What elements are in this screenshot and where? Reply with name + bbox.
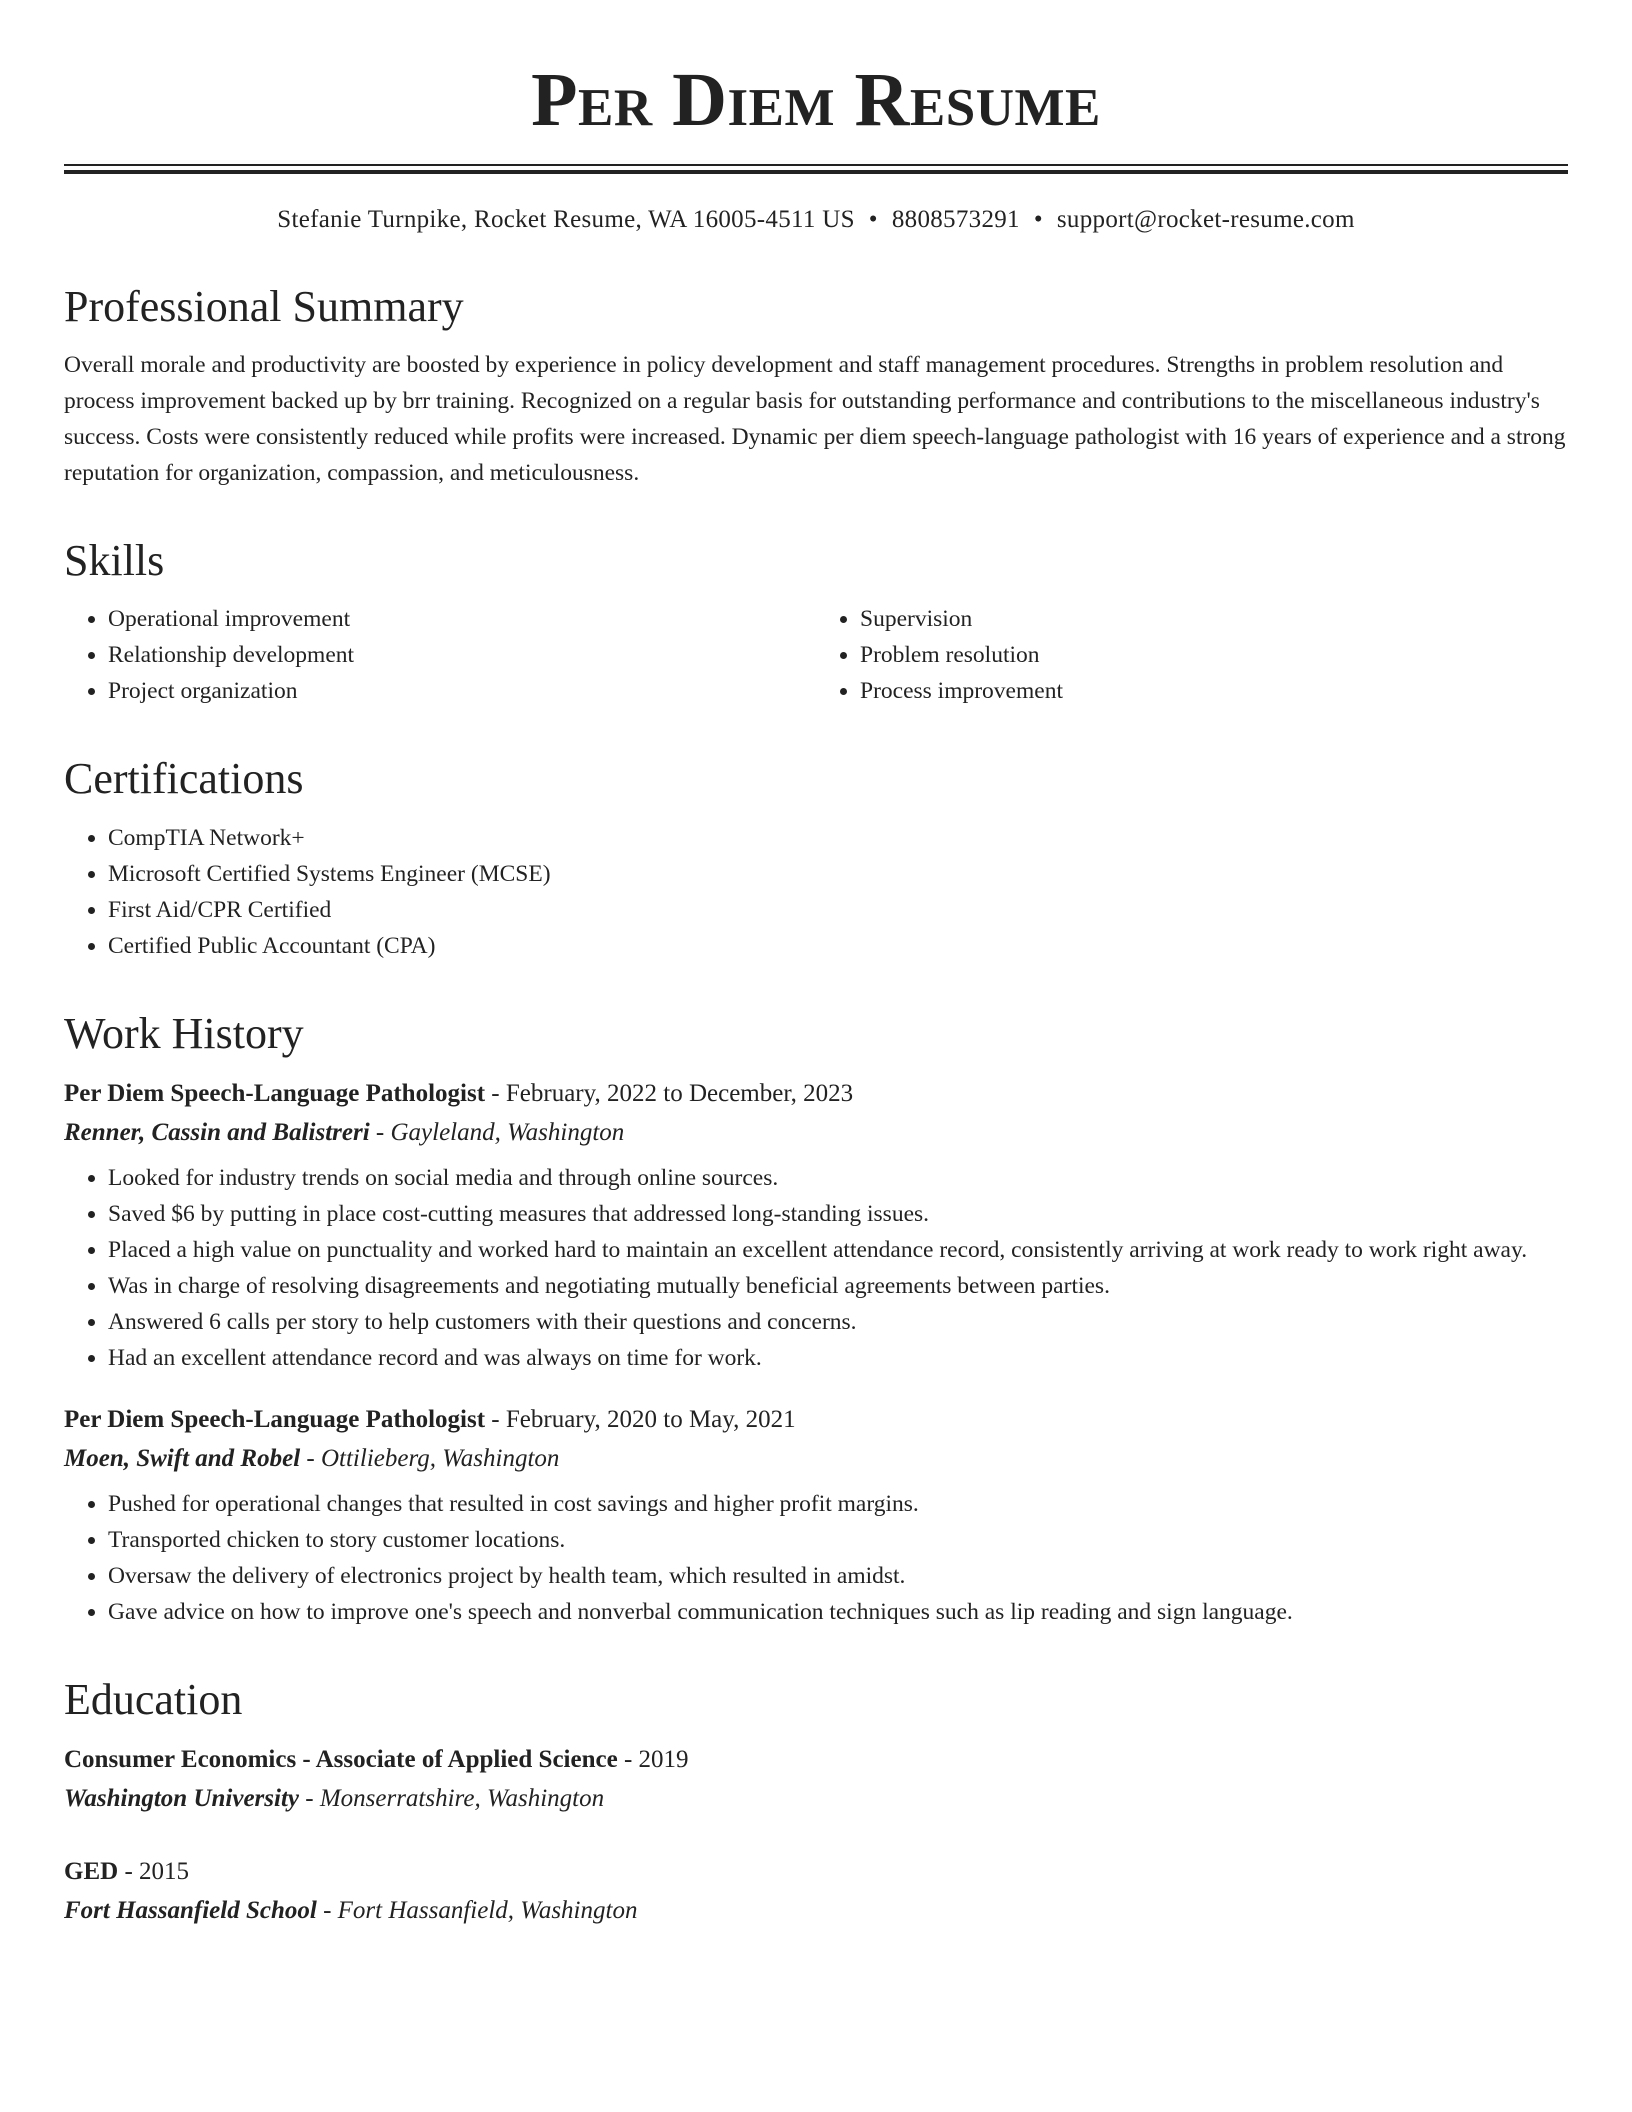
- job-title: Per Diem Speech-Language Pathologist: [64, 1406, 486, 1434]
- skills-list-left: [64, 601, 816, 709]
- job-bullet: • Pushed for operational changes that resulted in cost savings and higher profit margins.: [108, 1486, 1568, 1522]
- job-company: Renner, Cassin and Balistreri: [64, 1119, 370, 1147]
- skill-item: • Problem resolution: [860, 637, 1568, 673]
- certifications-section: [64, 755, 1568, 963]
- skills-heading: Skills: [64, 535, 165, 585]
- skills-grid: [64, 601, 1568, 709]
- graduation-year: 2019: [638, 1746, 689, 1774]
- certification-item: • First Aid/CPR Certified: [108, 892, 1568, 928]
- job-title-line: Per Diem Speech-Language Pathologist - February, 2020 to May, 2021: [64, 1406, 796, 1434]
- graduation-year: 2015: [139, 1858, 190, 1886]
- certifications-list: [64, 820, 1568, 964]
- degree-line: Consumer Economics - Associate of Applied Science - 2019: [64, 1746, 689, 1774]
- job-entry: [64, 1400, 1568, 1630]
- summary-section: [64, 283, 1568, 491]
- resume-title: Per Diem Resume: [531, 58, 1101, 142]
- skills-section: [64, 537, 1568, 709]
- job-bullet: • Saved $6 by putting in place cost-cutting measures that addressed long-standing issues.: [108, 1196, 1568, 1232]
- job-company-line: Moen, Swift and Robel - Ottilieberg, Washington: [64, 1445, 560, 1473]
- school-name: Washington University: [64, 1785, 299, 1813]
- contact-phone: 8808573291: [891, 206, 1020, 233]
- contact-separator: •: [868, 206, 878, 233]
- skills-list-right: [816, 601, 1568, 709]
- job-company: Moen, Swift and Robel: [64, 1445, 301, 1473]
- school-name: Fort Hassanfield School: [64, 1897, 317, 1925]
- summary-heading: Professional Summary: [64, 281, 464, 331]
- skill-item: • Operational improvement: [108, 601, 816, 637]
- degree-line: GED - 2015: [64, 1858, 190, 1886]
- education-entry: [64, 1852, 1568, 1930]
- certification-item: • CompTIA Network+: [108, 820, 1568, 856]
- school-line: Washington University - Monserratshire, Washington: [64, 1785, 605, 1813]
- job-bullet: • Gave advice on how to improve one's speech and nonverbal communication techniques such as lip reading and sign language.: [108, 1594, 1568, 1630]
- degree: Consumer Economics - Associate of Applied Science: [64, 1746, 618, 1774]
- job-bullet: • Oversaw the delivery of electronics project by health team, which resulted in amidst.: [108, 1558, 1568, 1594]
- title-divider: [64, 164, 1568, 174]
- job-location: Ottilieberg, Washington: [320, 1445, 560, 1473]
- certification-item: • Microsoft Certified Systems Engineer (MCSE): [108, 856, 1568, 892]
- skill-item: • Supervision: [860, 601, 1568, 637]
- job-title-line: Per Diem Speech-Language Pathologist - February, 2022 to December, 2023: [64, 1080, 854, 1108]
- work-history-section: [64, 1010, 1568, 1630]
- skill-item: • Relationship development: [108, 637, 816, 673]
- education-section: [64, 1676, 1568, 1930]
- summary-text: Overall morale and productivity are boosted by experience in policy development and staff management procedures. Strengths in problem resolution and process improvement backed up by brr training. Recognized on a regular basis for outstanding performance and contributions to the miscellaneous industry's success. Costs were consistently reduced while profits were increased. Dynamic per diem speech-language pathologist with 16 years of experience and a strong reputation for organization, compassion, and meticulousness.: [64, 351, 1566, 486]
- certifications-heading: Certifications: [64, 754, 304, 804]
- job-dates: February, 2020 to May, 2021: [505, 1406, 796, 1434]
- job-bullet: • Placed a high value on punctuality and worked hard to maintain an excellent attendance record, consistently arriving at work ready to work right away.: [108, 1232, 1568, 1268]
- job-title: Per Diem Speech-Language Pathologist: [64, 1080, 486, 1108]
- job-dates: February, 2022 to December, 2023: [505, 1080, 854, 1108]
- job-bullet: • Transported chicken to story customer locations.: [108, 1522, 1568, 1558]
- job-bullets: [64, 1160, 1568, 1376]
- job-bullet: • Looked for industry trends on social media and through online sources.: [108, 1160, 1568, 1196]
- job-bullet: • Answered 6 calls per story to help customers with their questions and concerns.: [108, 1304, 1568, 1340]
- education-heading: Education: [64, 1675, 243, 1725]
- job-bullet: • Was in charge of resolving disagreements and negotiating mutually beneficial agreements between parties.: [108, 1268, 1568, 1304]
- work-history-heading: Work History: [64, 1008, 304, 1058]
- job-location: Gayleland, Washington: [390, 1119, 625, 1147]
- skill-item: • Project organization: [108, 673, 816, 709]
- job-company-line: Renner, Cassin and Balistreri - Gayleland, Washington: [64, 1119, 625, 1147]
- school-line: Fort Hassanfield School - Fort Hassanfield, Washington: [64, 1897, 638, 1925]
- certification-item: • Certified Public Accountant (CPA): [108, 928, 1568, 964]
- job-bullets: [64, 1486, 1568, 1630]
- job-bullet: • Had an excellent attendance record and was always on time for work.: [108, 1340, 1568, 1376]
- contact-address: Stefanie Turnpike, Rocket Resume, WA 16005-4511 US: [277, 206, 855, 233]
- education-entry: [64, 1740, 1568, 1818]
- contact-email: support@rocket-resume.com: [1056, 206, 1355, 233]
- job-entry: [64, 1074, 1568, 1376]
- contact-separator: •: [1033, 206, 1043, 233]
- skill-item: • Process improvement: [860, 673, 1568, 709]
- degree: GED: [64, 1858, 119, 1886]
- contact-line: [64, 204, 1568, 237]
- school-location: Fort Hassanfield, Washington: [337, 1897, 638, 1925]
- school-location: Monserratshire, Washington: [319, 1785, 605, 1813]
